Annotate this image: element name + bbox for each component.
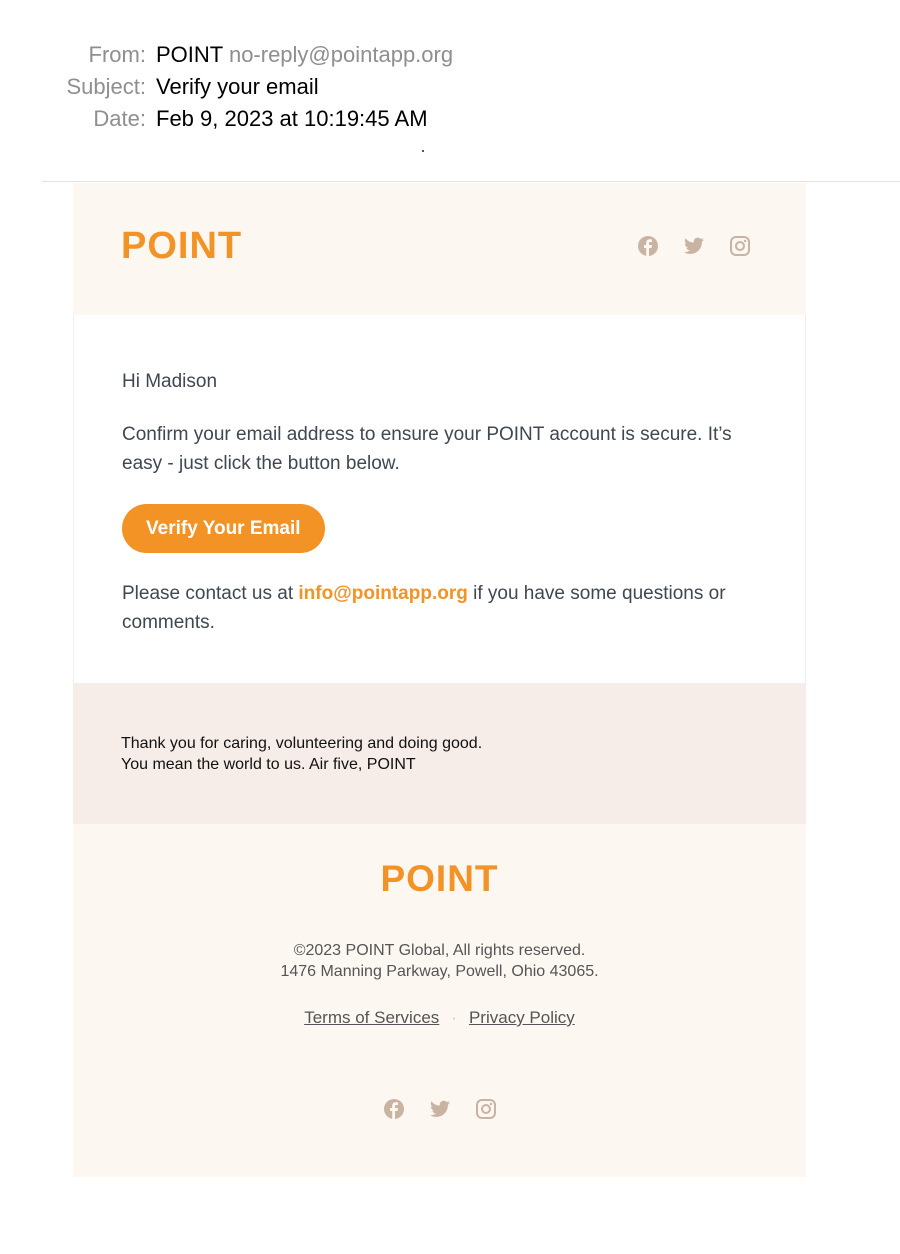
from-label: From: — [88, 42, 146, 67]
facebook-icon[interactable] — [383, 1098, 405, 1120]
intro-text: Confirm your email address to ensure your POINT account is secure. It’s easy - just click the button below. — [122, 424, 732, 474]
footer-links — [73, 1007, 806, 1028]
greeting: Hi Madison — [122, 371, 218, 392]
email-card — [73, 183, 806, 1177]
email-header — [73, 183, 806, 315]
divider — [42, 181, 900, 182]
twitter-icon[interactable] — [683, 235, 705, 257]
instagram-icon[interactable] — [475, 1098, 497, 1120]
instagram-icon[interactable] — [729, 235, 751, 257]
contact-pre: Please contact us at — [122, 583, 299, 604]
contact-text — [122, 579, 757, 637]
contact-post: if you have some questions or comments. — [122, 583, 726, 633]
date-label: Date: — [93, 106, 146, 131]
dot — [422, 150, 424, 152]
email-body — [73, 315, 806, 683]
copyright: ©2023 POINT Global, All rights reserved. — [293, 942, 586, 959]
link-separator: · — [451, 1008, 457, 1027]
contact-email-link[interactable]: info@pointapp.org — [298, 583, 468, 604]
terms-link[interactable]: Terms of Services — [304, 1008, 440, 1027]
social-links — [637, 235, 751, 257]
email-footer — [73, 824, 806, 1177]
privacy-link[interactable]: Privacy Policy — [468, 1008, 575, 1027]
subject-label: Subject: — [66, 74, 146, 99]
thanks-line-1: Thank you for caring, volunteering and doing good. — [121, 735, 483, 752]
footer-social-links — [383, 1098, 497, 1120]
footer-logo[interactable]: POINT — [380, 858, 499, 899]
address: 1476 Manning Parkway, Powell, Ohio 43065. — [280, 963, 599, 980]
thanks-line-2: You mean the world to us. Air five, POINT — [121, 756, 416, 773]
twitter-icon[interactable] — [429, 1098, 451, 1120]
thank-you-section — [73, 683, 806, 824]
sender-name: POINT — [156, 42, 223, 67]
facebook-icon[interactable] — [637, 235, 659, 257]
date: Feb 9, 2023 at 10:19:45 AM — [156, 106, 428, 131]
verify-email-button[interactable]: Verify Your Email — [122, 504, 325, 553]
sender-address[interactable]: no-reply@pointapp.org — [228, 42, 454, 67]
subject: Verify your email — [156, 74, 319, 99]
point-logo[interactable]: POINT — [121, 225, 243, 267]
